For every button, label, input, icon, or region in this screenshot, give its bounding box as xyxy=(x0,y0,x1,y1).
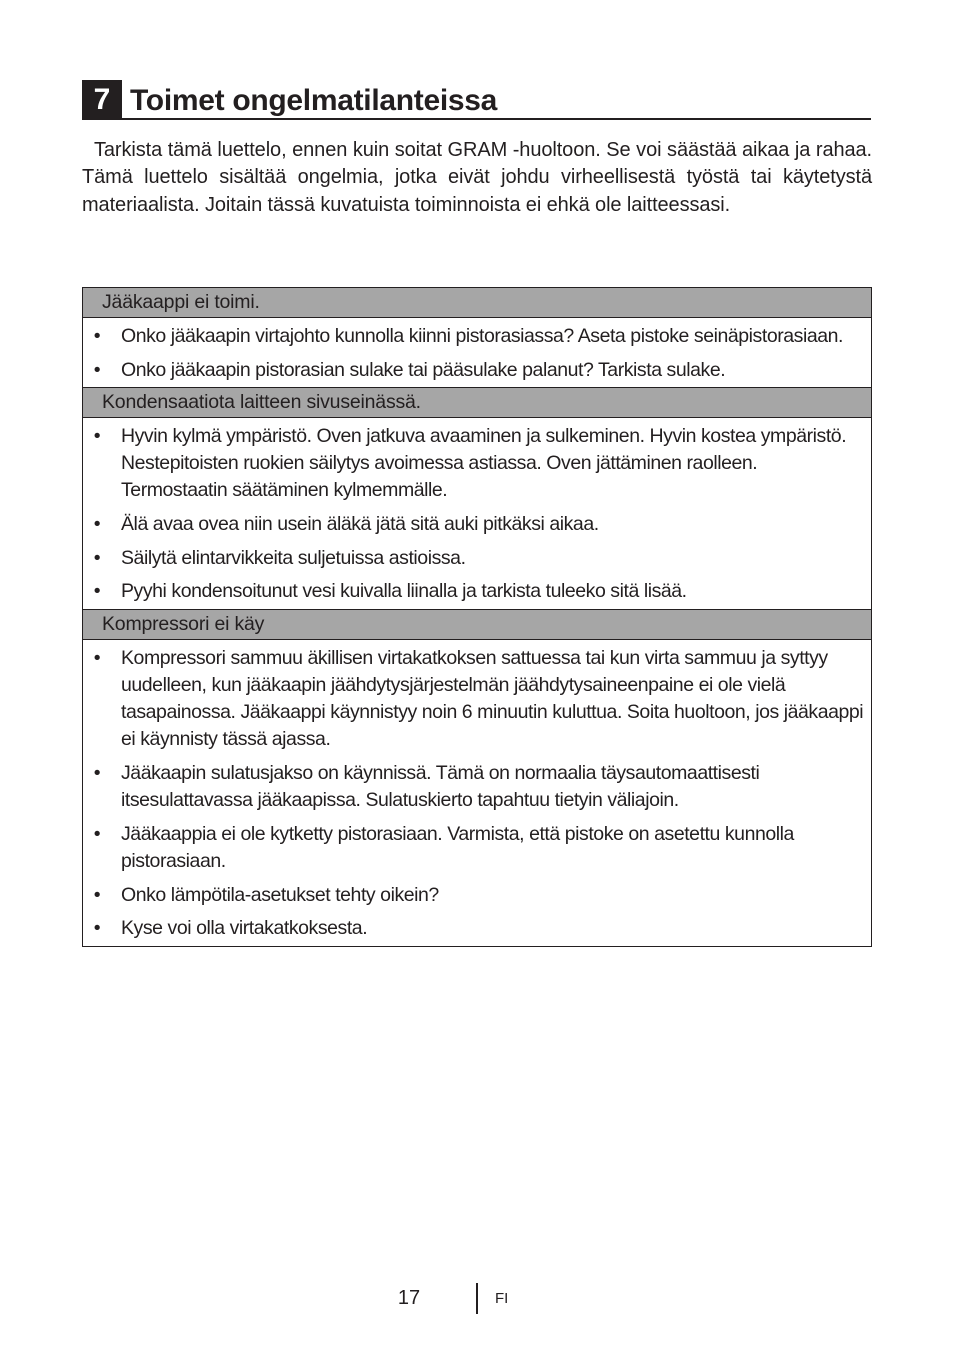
bullet-icon: • xyxy=(93,822,101,845)
section-list xyxy=(83,418,871,609)
bullet-icon: • xyxy=(93,580,101,603)
intro-paragraph: Tarkista tämä luettelo, ennen kuin soitat GRAM -huoltoon. Se voi säästää aikaa ja rahaa. Tämä luettelo sisältää ongelmia, jotka eivät johdu virheellisestä työstä tai käytetystä materiaalista. Joitain tässä kuvatuista toiminnoista ei ehkä ole laitteessasi. xyxy=(82,139,872,216)
list-item xyxy=(83,423,865,505)
item-text: Kyse voi olla virtakatkoksesta. xyxy=(121,917,368,940)
item-text: Onko jääkaapin virtajohto kunnolla kiinni pistorasiassa? Aseta pistoke seinäpistorasiaan. xyxy=(121,325,843,347)
language-code: FI xyxy=(495,1290,509,1307)
bullet-icon: • xyxy=(93,513,101,536)
section-list xyxy=(83,640,871,946)
troubleshooting-table xyxy=(82,287,872,947)
bullet-icon: • xyxy=(93,883,101,906)
bullet-icon: • xyxy=(93,646,101,669)
page-number: 17 xyxy=(397,1287,421,1309)
item-text: Älä avaa ovea niin usein äläkä jätä sitä auki pitkäksi aikaa. xyxy=(121,513,599,536)
list-item xyxy=(83,821,865,875)
list-item xyxy=(83,915,865,942)
item-text: Säilytä elintarvikkeita suljetuissa astioissa. xyxy=(121,546,466,569)
item-text: Jääkaappia ei ole kytketty pistorasiaan. Varmista, että pistoke on asetettu kunnolla pistorasiaan. xyxy=(121,822,794,873)
item-text: Kompressori sammuu äkillisen virtakatkoksen sattuessa tai kun virta sammuu ja syttyy uudelleen, kun jääkaapin jäähdytysjärjestelmän jäähdytysaineenpaine ei ole vielä tasapainossa. Jääkaappi käynnistyy noin 6 minuutin kuluttua. Soita huoltoon, jos jääkaappi ei käynnisty tässä ajassa. xyxy=(121,646,864,751)
bullet-icon: • xyxy=(93,917,101,940)
section-header: Jääkaappi ei toimi. xyxy=(83,288,871,318)
chapter-heading xyxy=(82,80,871,120)
list-item xyxy=(83,323,865,350)
bullet-icon: • xyxy=(93,424,101,447)
item-text: Onko jääkaapin pistorasian sulake tai pääsulake palanut? Tarkista sulake. xyxy=(121,358,726,381)
section-list xyxy=(83,318,871,387)
chapter-number: 7 xyxy=(82,80,122,118)
bullet-icon: • xyxy=(93,358,101,381)
item-text: Onko lämpötila-asetukset tehty oikein? xyxy=(121,883,439,906)
footer-divider xyxy=(476,1283,478,1314)
item-text: Hyvin kylmä ympäristö. Oven jatkuva avaaminen ja sulkeminen. Hyvin kostea ympäristö. Nestepitoisten ruokien säilytys avoimessa astiassa. Oven jättäminen raolleen. Termostaatin säätäminen kylmemmälle. xyxy=(121,424,847,502)
bullet-icon: • xyxy=(93,761,101,784)
list-item xyxy=(83,511,865,538)
item-text: Pyyhi kondensoitunut vesi kuivalla liinalla ja tarkista tuleeko sitä lisää. xyxy=(121,580,687,603)
bullet-icon: • xyxy=(93,325,101,347)
list-item xyxy=(83,760,865,814)
section-header: Kondensaatiota laitteen sivuseinässä. xyxy=(83,387,871,418)
list-item xyxy=(83,357,865,384)
page-title: Toimet ongelmatilanteissa xyxy=(130,84,498,117)
list-item xyxy=(83,545,865,572)
item-text: Jääkaapin sulatusjakso on käynnissä. Tämä on normaalia täysautomaattisesti itsesulattavassa jääkaapissa. Sulatuskierto tapahtuu tietyin väliajoin. xyxy=(121,761,760,812)
list-item xyxy=(83,578,865,605)
list-item xyxy=(83,645,865,754)
section-header: Kompressori ei käy xyxy=(83,609,871,640)
list-item xyxy=(83,882,865,909)
bullet-icon: • xyxy=(93,546,101,569)
